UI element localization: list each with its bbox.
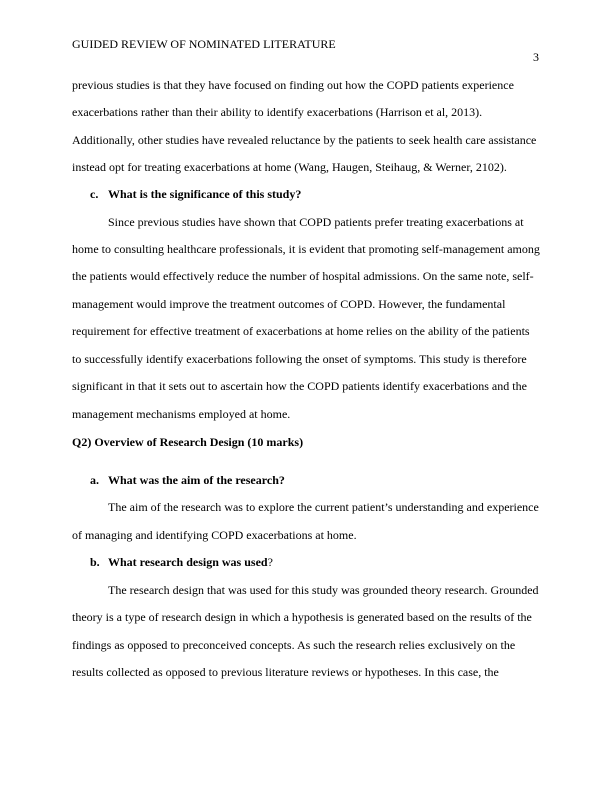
body-line: significant in that it sets out to ascertain how the COPD patients identify exacerbations and the <box>72 379 527 393</box>
body-line: requirement for effective treatment of exacerbations at home relies on the ability of the patients <box>72 324 530 338</box>
list-label-b: b. <box>90 555 100 569</box>
running-head: GUIDED REVIEW OF NOMINATED LITERATURE <box>72 37 336 51</box>
body-line: management would improve the treatment outcomes of COPD. However, the fundamental <box>72 297 506 311</box>
body-line: The aim of the research was to explore the current patient’s understanding and experience <box>108 500 539 514</box>
section-heading-q2: Q2) Overview of Research Design (10 marks) <box>72 435 304 449</box>
body-line: management mechanisms employed at home. <box>72 407 291 421</box>
body-line: Additionally, other studies have revealed reluctance by the patients to seek health care assistance <box>72 133 537 147</box>
body-line: results collected as opposed to previous literature reviews or hypotheses. In this case, the <box>72 665 499 679</box>
question-mark: ? <box>267 555 273 569</box>
question-heading-b <box>108 555 273 569</box>
body-line: Since previous studies have shown that COPD patients prefer treating exacerbations at <box>108 215 524 229</box>
list-label-a: a. <box>90 473 99 487</box>
body-line: the patients would effectively reduce the number of hospital admissions. On the same note, self- <box>72 269 534 283</box>
body-line: The research design that was used for this study was grounded theory research. Grounded <box>108 583 539 597</box>
body-line: exacerbations rather than their ability to identify exacerbations (Harrison et al, 2013). <box>72 105 483 119</box>
page-number: 3 <box>533 50 539 64</box>
question-text: What research design was used <box>108 555 268 569</box>
body-line: theory is a type of research design in which a hypothesis is generated based on the results of the <box>72 610 532 624</box>
body-line: home to consulting healthcare professionals, it is evident that promoting self-management among <box>72 242 540 256</box>
list-label-c: c. <box>90 187 99 201</box>
body-line: to successfully identify exacerbations following the onset of symptoms. This study is therefore <box>72 352 527 366</box>
body-line: instead opt for treating exacerbations at home (Wang, Haugen, Steihaug, & Werner, 2102). <box>72 160 507 174</box>
question-heading-c: What is the significance of this study? <box>108 187 302 201</box>
body-line: previous studies is that they have focused on finding out how the COPD patients experience <box>72 78 514 92</box>
body-line: findings as opposed to preconceived concepts. As such the research relies exclusively on the <box>72 638 516 652</box>
body-line: of managing and identifying COPD exacerbations at home. <box>72 528 357 542</box>
question-heading-a: What was the aim of the research? <box>108 473 285 487</box>
